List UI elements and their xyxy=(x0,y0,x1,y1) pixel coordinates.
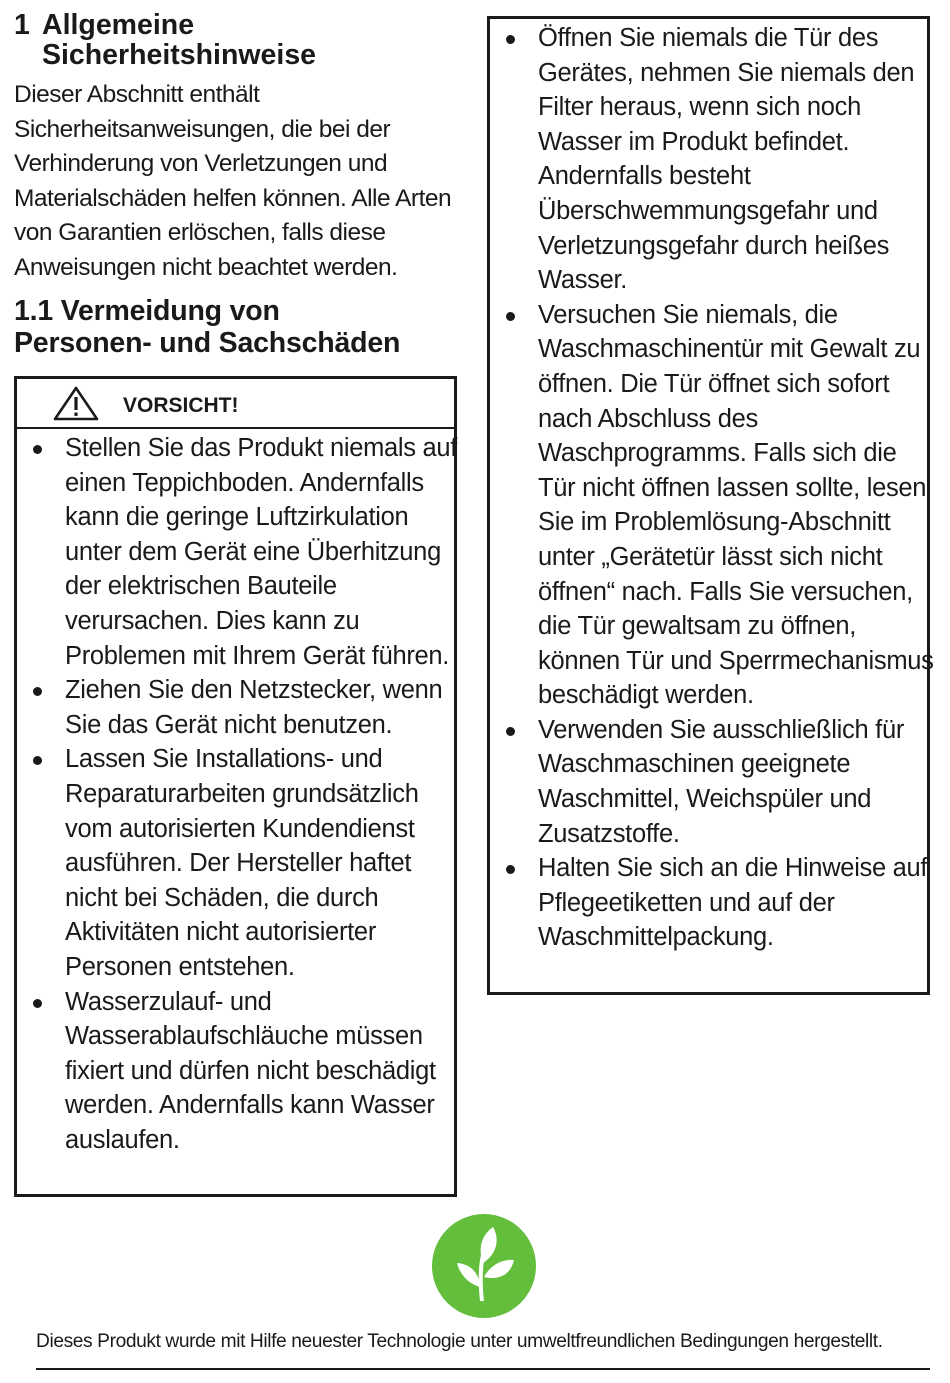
caution-list xyxy=(17,429,458,1157)
caution-label: VORSICHT! xyxy=(123,394,239,417)
warning-triangle-icon xyxy=(53,385,99,421)
caution-list-continued xyxy=(490,19,934,955)
list-item-text: Stellen Sie das Produkt niemals auf einen Teppichboden. Andernfalls kann die geringe Luftzirkulation unter dem Gerät eine Überhitzung der elektrischen Bauteile verursachen. Dies kann zu Problemen mit Ihrem Gerät führen. xyxy=(65,434,458,670)
list-item-text: Verwenden Sie ausschließlich für Waschmaschinen geeignete Waschmittel, Weichspüler und Zusatzstoffe. xyxy=(538,715,905,848)
list-item xyxy=(490,713,939,851)
list-item-text: Öffnen Sie niemals die Tür des Gerätes, nehmen Sie niemals den Filter heraus, wenn sich noch Wasser im Produkt befindet. Andernfalls besteht Überschwemmungsgefahr und Verletzungsgefahr durch heißes Wasser. xyxy=(538,24,915,295)
list-item-text: Ziehen Sie den Netzstecker, wenn Sie das Gerät nicht benutzen. xyxy=(65,676,443,739)
list-item xyxy=(490,851,939,955)
list-item-text: Wasserzulauf- und Wasserablaufschläuche müssen fixiert und dürfen nicht beschädigt werden. Andernfalls kann Wasser auslaufen. xyxy=(65,987,436,1154)
left-column xyxy=(14,10,464,359)
list-item xyxy=(17,985,460,1158)
bullet-icon xyxy=(33,999,42,1008)
list-item xyxy=(490,21,939,298)
list-item xyxy=(17,742,460,984)
caution-box-continued xyxy=(487,16,934,995)
bullet-icon xyxy=(506,727,515,736)
footer-divider xyxy=(36,1368,930,1370)
section-title: Allgemeine Sicherheitshinweise xyxy=(42,9,317,71)
bullet-icon xyxy=(33,756,42,765)
caution-box xyxy=(14,376,457,1197)
footer-note: Dieses Produkt wurde mit Hilfe neuester Technologie unter umweltfreundlichen Bedingungen hergestellt. xyxy=(36,1331,883,1352)
caution-header xyxy=(17,379,454,429)
list-item xyxy=(17,673,460,742)
list-item xyxy=(490,298,939,713)
section-heading xyxy=(14,10,464,70)
subsection-heading: 1.1 Vermeidung von Personen- und Sachschäden xyxy=(14,295,401,359)
list-item-text: Versuchen Sie niemals, die Waschmaschinentür mit Gewalt zu öffnen. Die Tür öffnet sich sofort nach Abschluss des Waschprogramms. Falls sich die Tür nicht öffnen lassen sollte, lesen Sie im Problemlösung-Abschnitt unter „Gerätetür lässt sich nicht öffnen“ nach. Falls Sie versuchen, die Tür gewaltsam zu öffnen, können Tür und Sperrmechanismus beschädigt werden. xyxy=(538,300,934,710)
bullet-icon xyxy=(33,445,42,454)
eco-circle xyxy=(432,1214,536,1318)
bullet-icon xyxy=(33,687,42,696)
bullet-icon xyxy=(506,35,515,44)
bullet-icon xyxy=(506,865,515,874)
list-item-text: Halten Sie sich an die Hinweise auf Pflegeetiketten und auf der Waschmittelpackung. xyxy=(538,854,928,952)
eco-leaf-icon xyxy=(431,1213,537,1319)
list-item xyxy=(17,431,460,673)
section-intro: Dieser Abschnitt enthält Sicherheitsanweisungen, die bei der Verhinderung von Verletzungen und Materialschäden helfen können. Alle Arten von Garantien erlöschen, falls diese Anweisungen nicht beachtet werden. xyxy=(14,81,452,281)
list-item-text: Lassen Sie Installations- und Reparaturarbeiten grundsätzlich vom autorisierten Kundendienst ausführen. Der Hersteller haftet nicht bei Schäden, die durch Aktivitäten nicht autorisierter Personen entstehen. xyxy=(65,745,419,981)
bullet-icon xyxy=(506,312,515,321)
section-number: 1 xyxy=(14,9,30,41)
